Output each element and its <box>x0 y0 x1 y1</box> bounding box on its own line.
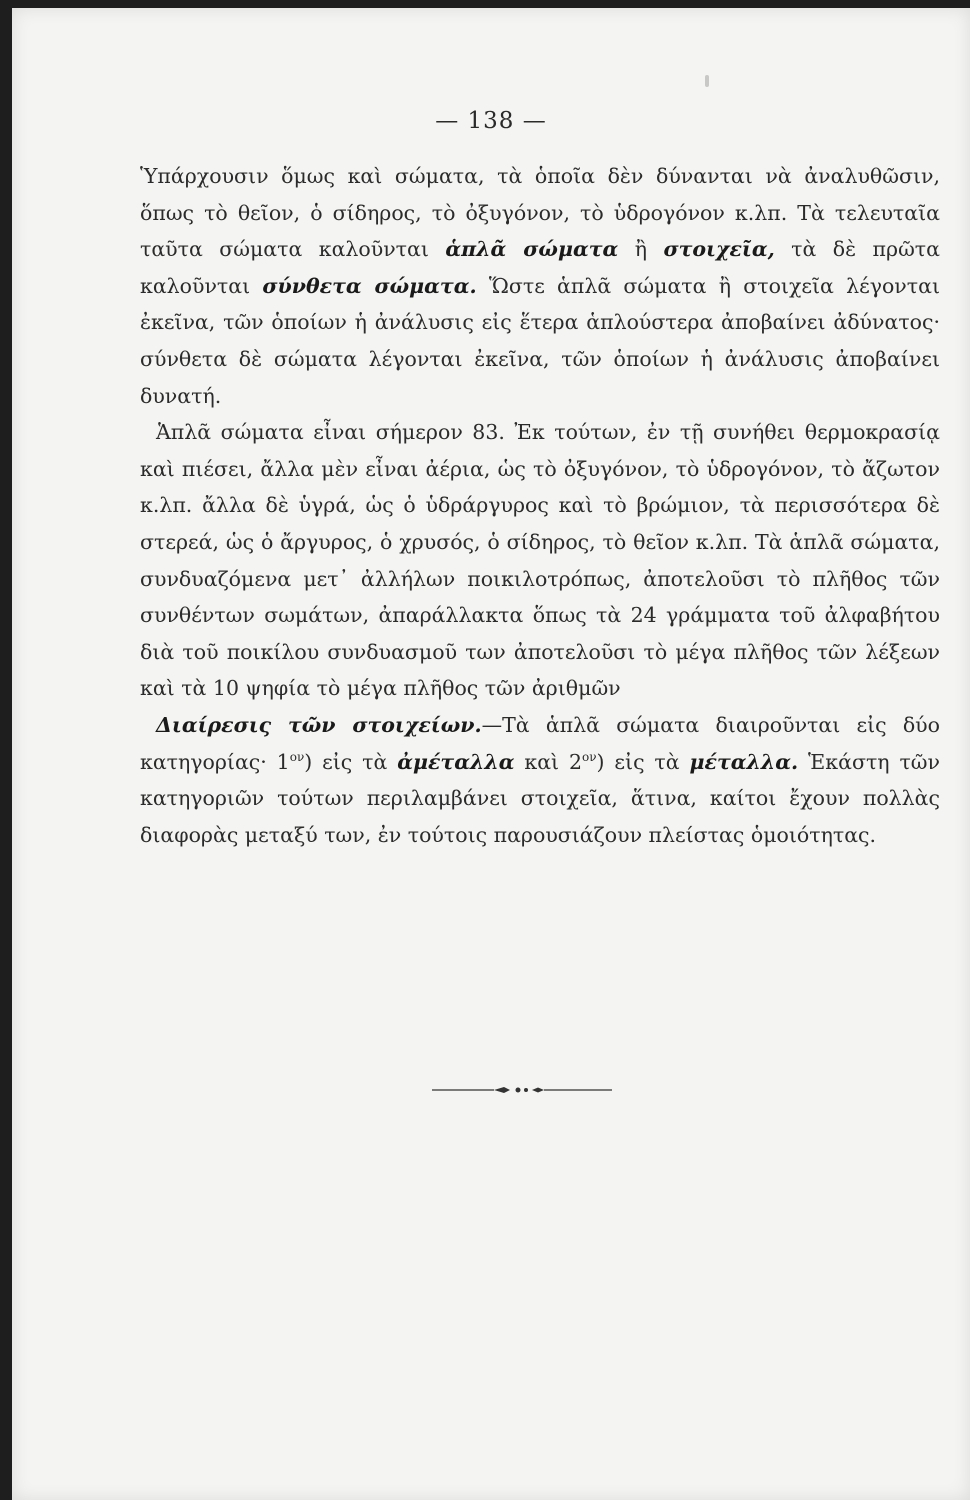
document-page <box>12 8 970 1500</box>
paragraph-simple-compound-bodies <box>140 158 940 414</box>
text-run: Ὥστε ἁπλᾶ σώματα ἢ στοιχεῖα λέγονται ἐκεῖνα, τῶν ὁποίων ἡ ἀνάλυσις εἰς ἕτερα ἁπλούστερα ἀποβαίνει ἀδύνατος· σύνθετα δὲ σώματα λέγονται ἐκεῖνα, τῶν ὁποίων ἡ ἀνάλυσις ἀποβαίνει δυνατή. <box>140 273 940 408</box>
body-text <box>140 158 940 853</box>
ordinal-suffix: ον <box>582 749 597 764</box>
paragraph-number-of-elements <box>140 414 940 707</box>
text-run: Ὑπάρχουσιν ὅμως καὶ σώματα, τὰ ὁποῖα δὲν δύνανται νὰ ἀναλυθῶσιν, ὅπως τὸ θεῖον, ὁ σίδηρος, τὸ ὀξυγόνον, τὸ ὑδρογόνον κ.λπ. Τὰ τελευταῖα ταῦτα σώματα καλοῦνται <box>140 164 940 262</box>
emphasized-term: Διαίρεσις τῶν στοιχείων. <box>156 712 482 737</box>
emphasized-term: ἀμέταλλα <box>397 749 515 774</box>
text-run: ) εἰς τὰ <box>596 749 690 774</box>
text-run: τὰ δὲ πρῶτα καλοῦνται <box>140 237 940 298</box>
ordinal-suffix: ον <box>289 749 305 764</box>
text-run: —Τὰ ἁπλᾶ σώματα διαιροῦνται εἰς δύο κατηγορίας· 1 <box>140 712 940 774</box>
emphasized-term: ἁπλᾶ σώματα <box>445 237 619 262</box>
paragraph-classification-of-elements <box>140 707 940 853</box>
text-run: Ἑκάστη τῶν κατηγοριῶν τούτων περιλαμβάνει στοιχεῖα, ἅτινα, καίτοι ἔχουν πολλὰς διαφορὰς μεταξύ των, ἐν τούτοις παρουσιάζουν πλείστας ὁμοιότητας. <box>140 749 940 847</box>
text-run: Ἁπλᾶ σώματα εἶναι σήμερον 83. Ἐκ τούτων, ἐν τῇ συνήθει θερμοκρασίᾳ καὶ πιέσει, ἄλλα μὲν εἶναι ἀέρια, ὡς τὸ ὀξυγόνον, τὸ ὑδρογόνον, τὸ ἄζωτον κ.λπ. ἄλλα δὲ ὑγρά, ὡς ὁ ὑδράργυρος καὶ τὸ βρώμιον, τὰ περισσότερα δὲ στερεά, ὡς ὁ ἄργυρος, ὁ χρυσός, ὁ σίδηρος, τὸ θεῖον κ.λπ. Τὰ ἁπλᾶ σώματα, συνδυαζόμενα μετ᾽ ἀλλήλων ποικιλοτρόπως, ἀποτελοῦσι τὸ πλῆθος τῶν συνθέντων σωμάτων, ἀπαράλλακτα ὅπως τὰ 24 γράμματα τοῦ ἀλφαβήτου διὰ τοῦ ποικίλου συνδυασμοῦ των ἀποτελοῦσι τὸ μέγα πλῆθος τῶν λέξεων καὶ τὰ 10 ψηφία τὸ μέγα πλῆθος τῶν ἀριθμῶν <box>140 420 940 701</box>
page-number: — 138 — <box>435 108 547 134</box>
emphasized-term: μέταλλα. <box>689 749 799 774</box>
text-run: καὶ 2 <box>514 749 583 774</box>
ornament-divider <box>432 1084 612 1096</box>
emphasized-term: στοιχεῖα, <box>663 237 775 262</box>
scan-speck <box>705 75 709 87</box>
text-run: ) εἰς τὰ <box>304 749 398 774</box>
emphasized-term: σύνθετα σώματα. <box>262 273 477 298</box>
text-run: ἢ <box>618 237 664 262</box>
